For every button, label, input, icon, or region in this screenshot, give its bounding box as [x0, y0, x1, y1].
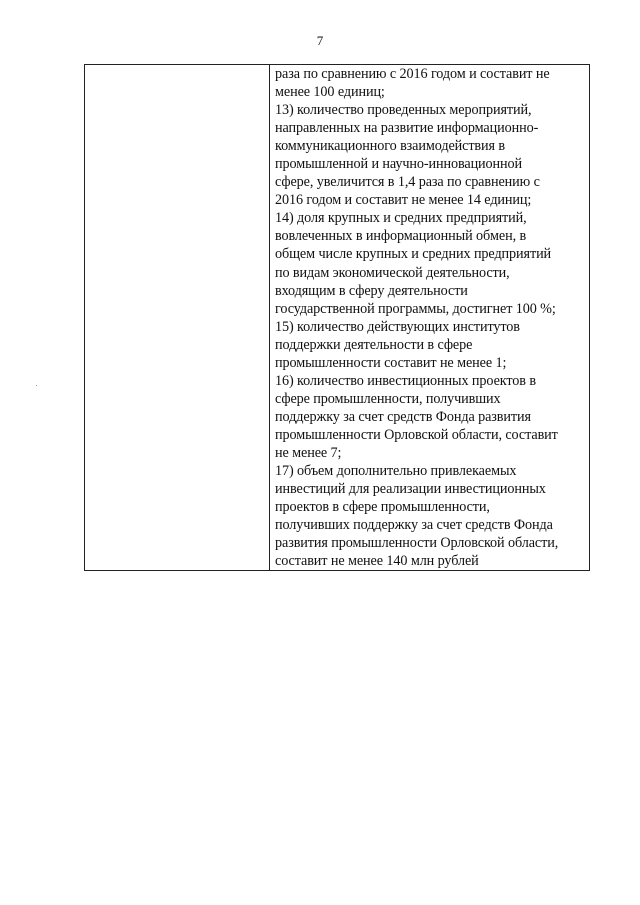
text-line: коммуникационного взаимодействия в [275, 138, 505, 155]
text-line: направленных на развитие информационно- [275, 120, 539, 137]
text-line: сфере, увеличится в 1,4 раза по сравнению с [275, 174, 540, 191]
text-line: промышленной и научно-инновационной [275, 156, 523, 173]
text-line: 15) количество действующих институтов [275, 318, 520, 335]
scan-speck [36, 385, 37, 386]
text-line: составит не менее 140 млн рублей [275, 553, 479, 570]
text-line: промышленности Орловской области, составит [275, 426, 558, 443]
text-line: развития промышленности Орловской области, [275, 535, 559, 552]
text-line: вовлеченных в информационный обмен, в [275, 228, 527, 245]
page-number: 7 [316, 33, 324, 48]
text-line: менее 100 единиц; [275, 84, 385, 101]
text-line: государственной программы, достигнет 100 %; [275, 300, 556, 317]
text-line: сфере промышленности, получивших [275, 390, 501, 407]
table-cell-left [85, 65, 270, 571]
text-line: получивших поддержку за счет средств Фонда [275, 517, 553, 534]
text-line: инвестиций для реализации инвестиционных [275, 481, 546, 498]
text-line: 16) количество инвестиционных проектов в [275, 372, 536, 389]
text-line: раза по сравнению с 2016 годом и составит не [275, 66, 550, 82]
text-line: поддержки деятельности в сфере [275, 336, 473, 353]
text-line: проектов в сфере промышленности, [275, 499, 490, 516]
right-cell-text [270, 65, 589, 570]
table-cell-right [270, 65, 590, 571]
text-line: общем числе крупных и средних предприятий [275, 246, 552, 263]
text-line: 14) доля крупных и средних предприятий, [275, 210, 527, 227]
table-row [85, 65, 590, 571]
text-line: 2016 годом и составит не менее 14 единиц; [275, 192, 532, 209]
text-line: поддержку за счет средств Фонда развития [275, 408, 531, 425]
text-line: 17) объем дополнительно привлекаемых [275, 463, 517, 480]
text-line: промышленности составит не менее 1; [275, 354, 507, 371]
text-line: 13) количество проведенных мероприятий, [275, 102, 532, 119]
text-line: входящим в сферу деятельности [275, 282, 468, 299]
document-table [84, 64, 590, 571]
text-line: по видам экономической деятельности, [275, 264, 510, 281]
text-line: не менее 7; [275, 444, 342, 461]
